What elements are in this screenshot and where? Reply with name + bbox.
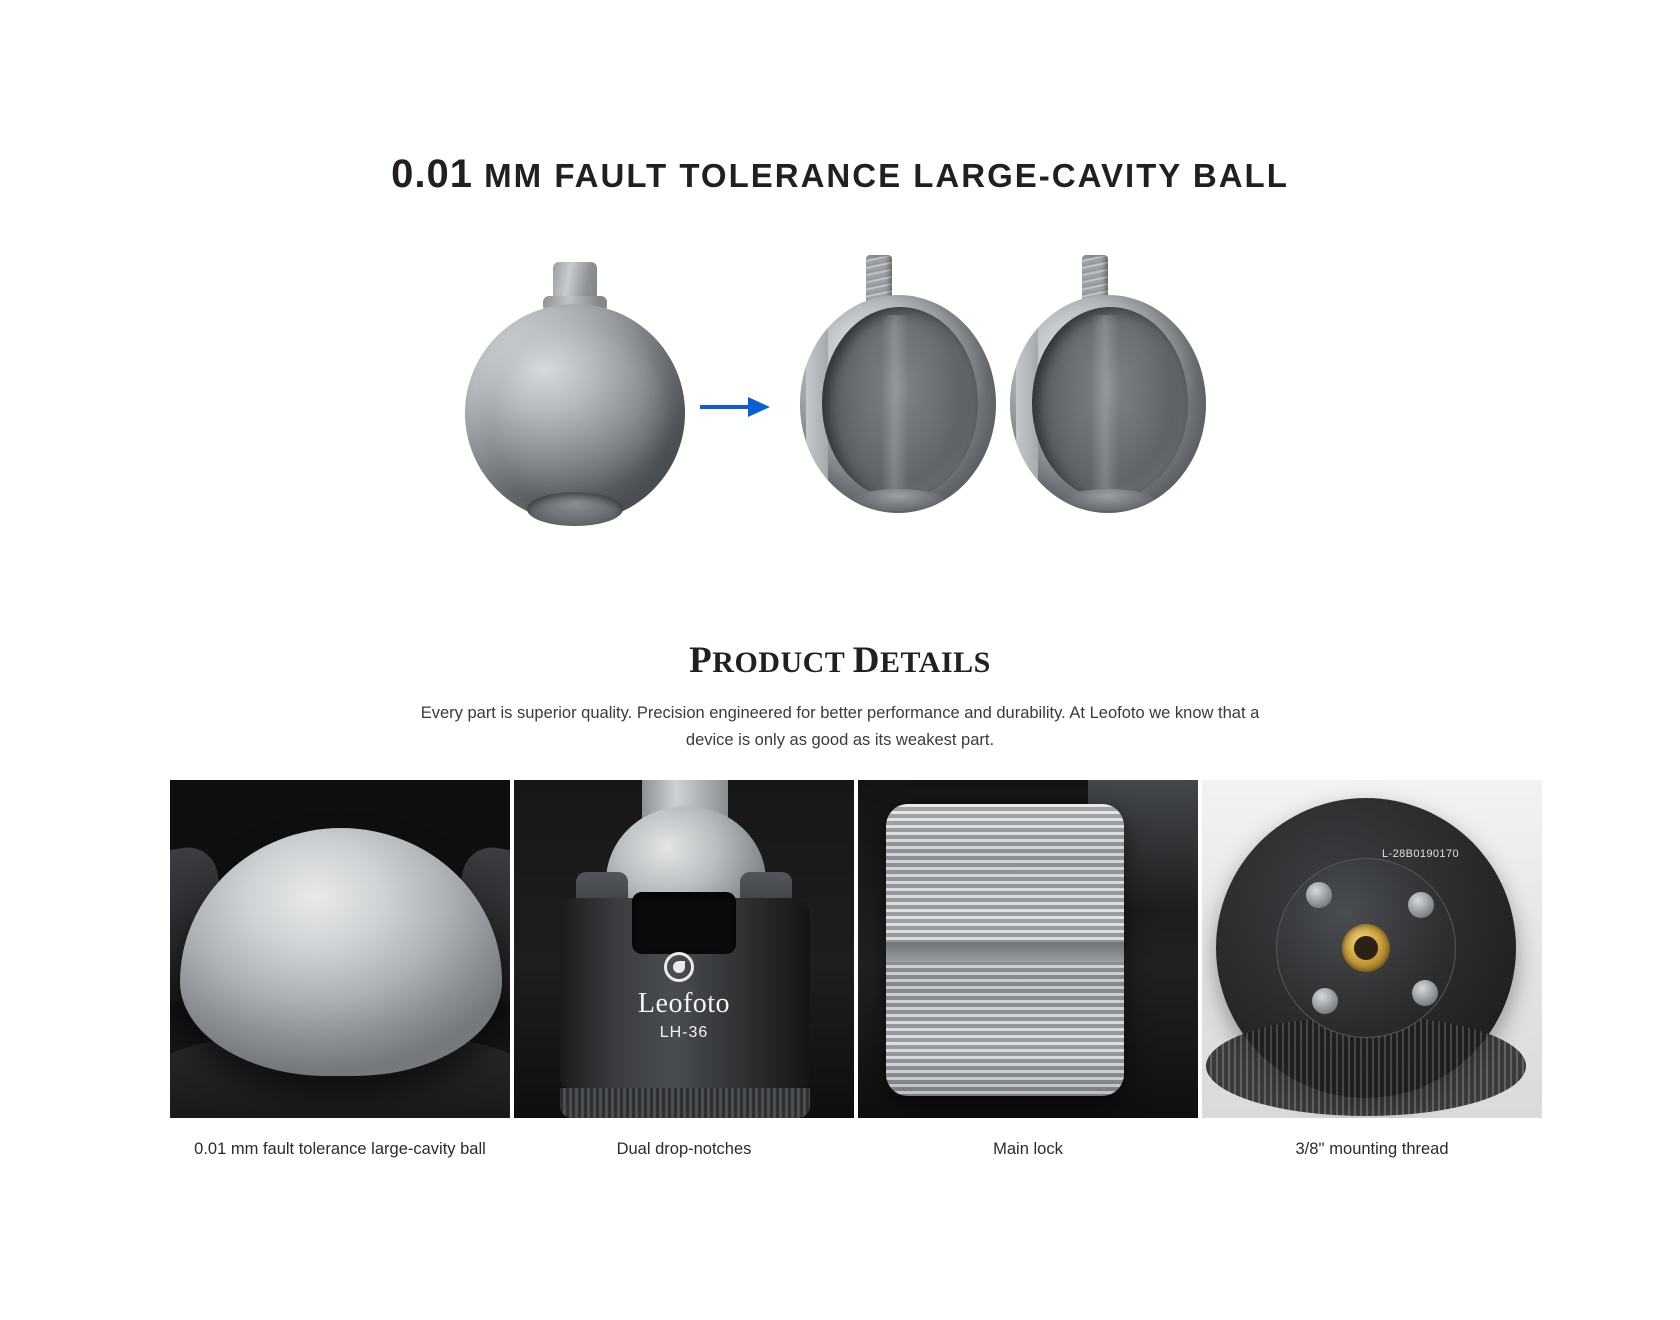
solid-ball-illustration [465, 262, 685, 527]
main-lock-knob-photo[interactable] [858, 780, 1198, 1118]
section-title-d: D [852, 640, 880, 681]
product-detail-gallery [0, 780, 1680, 1162]
page-title-rest: MM FAULT TOLERANCE LARGE-CAVITY BALL [473, 157, 1289, 194]
dome-surface [180, 828, 502, 1076]
cutaway-right-base-slot [1062, 489, 1154, 511]
page-title-lead: 0.01 [391, 152, 473, 196]
brand-model: LH-36 [659, 1024, 709, 1042]
gallery-item[interactable] [170, 780, 510, 1162]
drop-notch [632, 892, 736, 954]
gallery-item[interactable] [514, 780, 854, 1162]
section-title-roduct: RODUCT [712, 646, 853, 679]
cutaway-right-body [1010, 295, 1206, 513]
cutaway-ball-right-illustration [1010, 255, 1206, 527]
knob-gap [886, 942, 1124, 962]
gallery-caption: Main lock [993, 1140, 1063, 1159]
ballhead-body-photo[interactable] [514, 780, 854, 1118]
section-title-etails: ETAILS [879, 646, 991, 679]
knob-body [886, 804, 1124, 1096]
gallery-item[interactable] [1202, 780, 1542, 1162]
gallery-caption: 0.01 mm fault tolerance large-cavity ball [194, 1140, 486, 1159]
cutaway-right-cavity [1032, 307, 1188, 499]
brand-block [514, 988, 854, 1042]
serial-number: L-28B0190170 [1382, 848, 1459, 861]
gallery-item[interactable] [858, 780, 1198, 1162]
cutaway-left-body [800, 295, 996, 513]
ball-illustration-row [0, 227, 1680, 527]
cutaway-left-base-slot [852, 489, 944, 511]
cutaway-ball-left-illustration [800, 255, 996, 527]
arrow-right-icon [700, 392, 770, 422]
brand-name: Leofoto [637, 988, 731, 1020]
section-subtitle: Every part is superior quality. Precision engineered for better performance and durability. At Leofoto we know that a device is only as good as its weakest part. [420, 704, 1260, 750]
mounting-thread-photo[interactable] [1202, 780, 1542, 1118]
section-title-p: P [689, 640, 713, 681]
ballhead-pan-ring [560, 1088, 810, 1118]
ball-dome-photo[interactable] [170, 780, 510, 1118]
ball-sphere [465, 304, 685, 522]
gallery-caption: 3/8'' mounting thread [1295, 1140, 1449, 1159]
gallery-caption: Dual drop-notches [616, 1140, 752, 1159]
section-title-product-details [0, 527, 1680, 682]
cutaway-left-cavity [822, 307, 978, 499]
page-title [0, 0, 1680, 197]
